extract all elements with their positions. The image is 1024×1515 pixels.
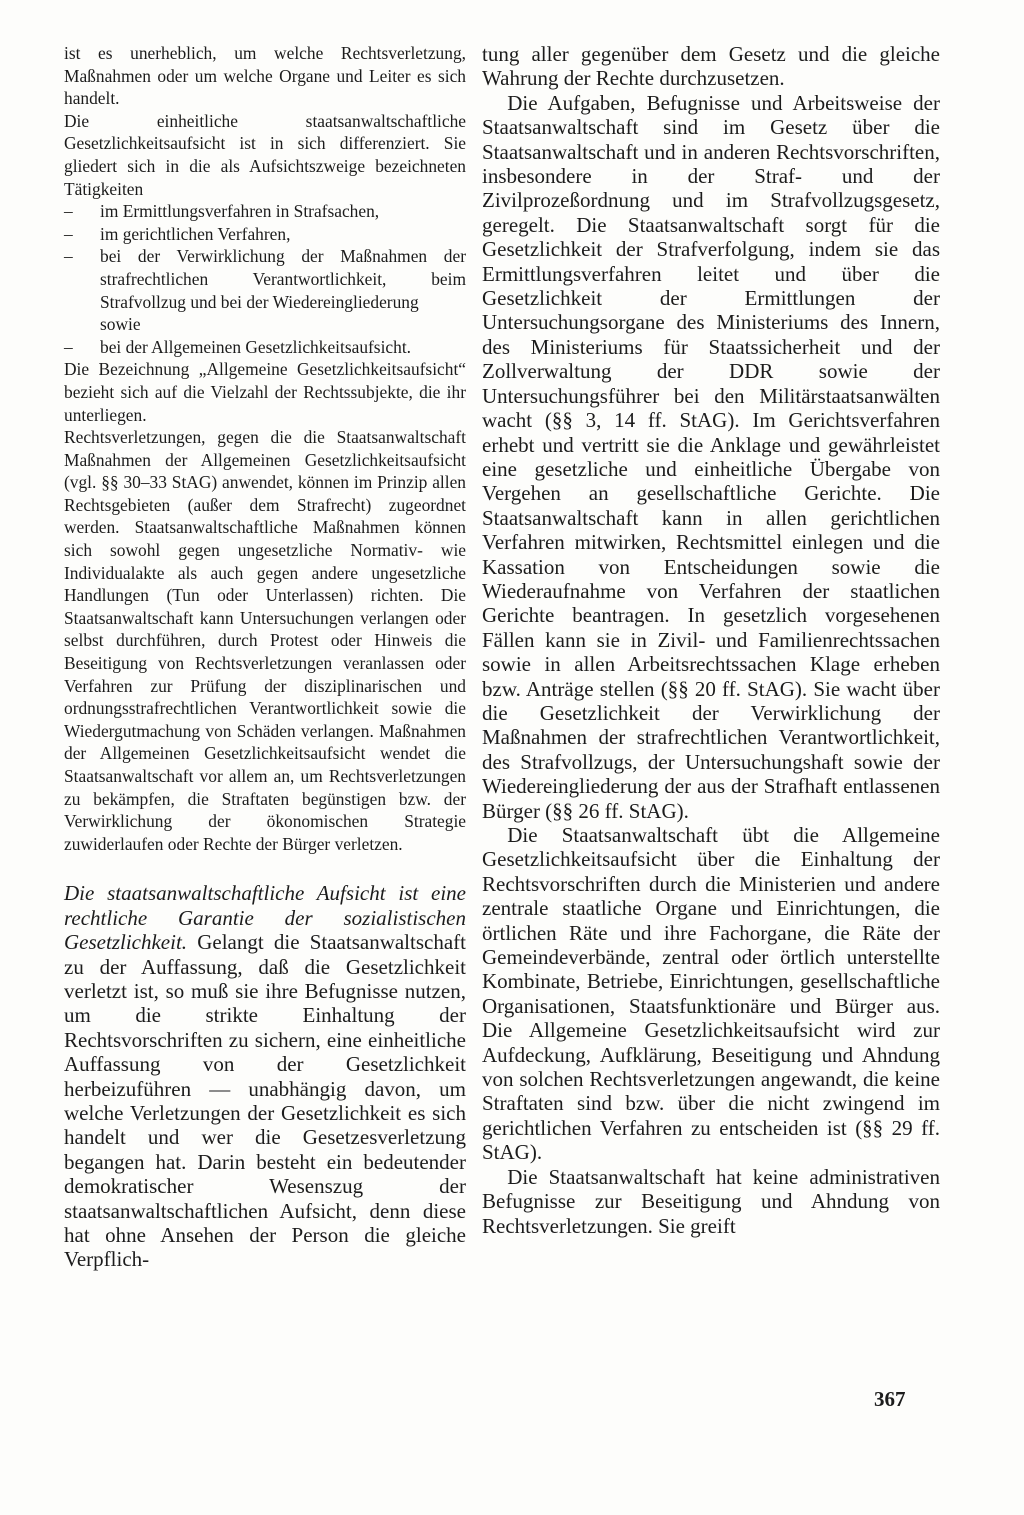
right-continuation: tung aller gegenüber dem Gesetz und die gleiche Wahrung der Rechte durchzusetzen. xyxy=(482,42,940,91)
list-item: – im Ermittlungsverfahren in Strafsachen, xyxy=(64,200,466,223)
supervision-branches-list xyxy=(64,200,466,313)
paragraph-4-body: Gelangt die Staatsanwaltschaft zu der Auffassung, daß die Gesetzlichkeit verletzt ist, so muß sie ihre Befugnisse nutzen, um die strikte Einhaltung der Rechtsvorschriften zu sichern, eine einheitliche Auffassung von der Gesetzlichkeit herbeizuführen — unabhängig davon, um welche Verletzungen der Gesetzlichkeit es sich handelt und wer die Gesetzesverletzung begangen hat. Darin besteht ein bedeutender demokratischer Wesenszug der staatsanwaltschaftlichen Aufsicht, denn diese hat ohne Ansehen der Person die gleiche Verpflich- xyxy=(64,930,466,1272)
left-paragraph-2: Die Bezeichnung „Allgemeine Gesetzlichkeitsaufsicht“ bezieht sich auf die Vielzahl der Rechtssubjekte, die ihr unterliegen. xyxy=(64,359,466,425)
left-paragraph-4 xyxy=(64,881,466,1272)
list-item: – im gerichtlichen Verfahren, xyxy=(64,223,466,246)
large-print-section xyxy=(64,881,466,1272)
right-column xyxy=(482,42,940,1238)
list-item: – bei der Verwirklichung der Maßnahmen der strafrechtlichen Verantwortlichkeit, beim Strafvollzug und bei der Wiedereingliederung xyxy=(64,245,466,313)
left-column xyxy=(64,42,466,1272)
section-gap xyxy=(64,855,466,881)
supervision-branches-list-last xyxy=(64,336,466,359)
list-item: – bei der Allgemeinen Gesetzlichkeitsaufsicht. xyxy=(64,336,466,359)
left-paragraph-1: Die einheitliche staatsanwaltschaftliche Gesetzlichkeitsaufsicht ist in sich differenziert. Sie gliedert sich in die als Aufsichtszweige bezeichneten Tätigkeiten xyxy=(64,110,466,199)
list-connector: sowie xyxy=(100,314,141,335)
left-paragraph-3: Rechtsverletzungen, gegen die die Staatsanwaltschaft Maßnahmen der Allgemeinen Gesetzlichkeitsaufsicht (vgl. §§ 30–33 StAG) anwendet, können im Prinzip allen Rechtsgebieten (außer dem Strafrecht) zugeordnet werden. Staatsanwaltschaftliche Maßnahmen können sich sowohl gegen ungesetzliche Normativ- wie Individualakte als auch gegen andere ungesetzliche Handlungen (Tun oder Unterlassen) richten. Die Staatsanwaltschaft kann Untersuchungen verlangen oder selbst durchführen, durch Protest oder Hinweis die Beseitigung von Rechtsverletzungen veranlassen oder Verfahren zur Prüfung der disziplinarischen und ordnungsstrafrechtlichen Verantwortlichkeit sowie die Wiedergutmachung von Schäden verlangen. Maßnahmen der Allgemeinen Gesetzlichkeitsaufsicht wendet die Staatsanwaltschaft vor allem an, um Rechtsverletzungen zu bekämpfen, die Straftaten begünstigen bzw. der Verwirklichung der ökonomischen Strategie zuwiderlaufen oder Rechte der Bürger verletzen. xyxy=(64,427,466,854)
emphasized-thesis: Die staatsanwaltschaftliche Aufsicht ist eine rechtliche Garantie der sozialistischen Gesetzlichkeit. xyxy=(64,881,466,955)
page-number: 367 xyxy=(874,1387,906,1411)
right-paragraph-1: Die Aufgaben, Befugnisse und Arbeitsweise der Staatsanwaltschaft sind im Gesetz über die Staatsanwaltschaft und in anderen Rechtsvorschriften, insbesondere in der Straf- und der Zivilprozeßordnung und im Strafvollzugsgesetz, geregelt. Die Staatsanwaltschaft sorgt für die Gesetzlichkeit der Strafverfolgung, indem sie das Ermittlungsverfahren leitet und über die Gesetzlichkeit der Ermittlungen der Untersuchungsorgane des Ministeriums des Innern, des Ministeriums für Staatssicherheit und der Zollverwaltung der DDR sowie der Untersuchungsführer bei den Militärstaatsanwälten wacht (§§ 3, 14 ff. StAG). Im Gerichtsverfahren erhebt und vertritt sie die Anklage und gewährleistet eine gesetzliche und einheitliche Übergabe von Vergehen an gesellschaftliche Gerichte. Die Staatsanwaltschaft kann in allen gerichtlichen Verfahren mitwirken, Rechtsmittel einlegen und die Kassation von Entscheidungen sowie die Wiederaufnahme von Verfahren der staatlichen Gerichte beantragen. In gesetzlich vorgesehenen Fällen kann sie in Zivil- und Familienrechtssachen sowie in allen Arbeitsrechtssachen Klage erheben bzw. Anträge stellen (§§ 20 ff. StAG). Sie wacht über die Gesetzlichkeit der Verwirklichung der Maßnahmen der strafrechtlichen Verantwortlichkeit, des Strafvollzugs, der Untersuchungshaft sowie der Wiedereingliederung der aus der Strafhaft entlassenen Bürger (§§ 26 ff. StAG). xyxy=(482,90,940,823)
left-intro-paragraph: ist es unerheblich, um welche Rechtsverletzung, Maßnahmen oder um welche Organe und Leiter es sich handelt. xyxy=(64,43,466,109)
right-paragraph-2: Die Staatsanwaltschaft übt die Allgemeine Gesetzlichkeitsaufsicht über die Einhaltung der Rechtsvorschriften durch die Ministerien und andere zentrale staatliche Organe und Einrichtungen, die örtlichen Räte und ihre Fachorgane, die Räte der Gemeindeverbände, zentral oder örtlich unterstellte Kombinate, Betriebe, Einrichtungen, gesellschaftliche Organisationen, Staatsfunktionäre und Bürger aus. Die Allgemeine Gesetzlichkeitsaufsicht wird zur Aufdeckung, Aufklärung, Beseitigung und Ahndung von solchen Rechtsverletzungen angewandt, die keine Straftaten sind bzw. über die nicht zwingend im gerichtlichen Verfahren zu entscheiden ist (§§ 29 ff. StAG). xyxy=(482,823,940,1165)
small-print-section xyxy=(64,42,466,855)
right-paragraph-3: Die Staatsanwaltschaft hat keine administrativen Befugnisse zur Beseitigung und Ahndung von Rechtsverletzungen. Sie greift xyxy=(482,1164,940,1238)
